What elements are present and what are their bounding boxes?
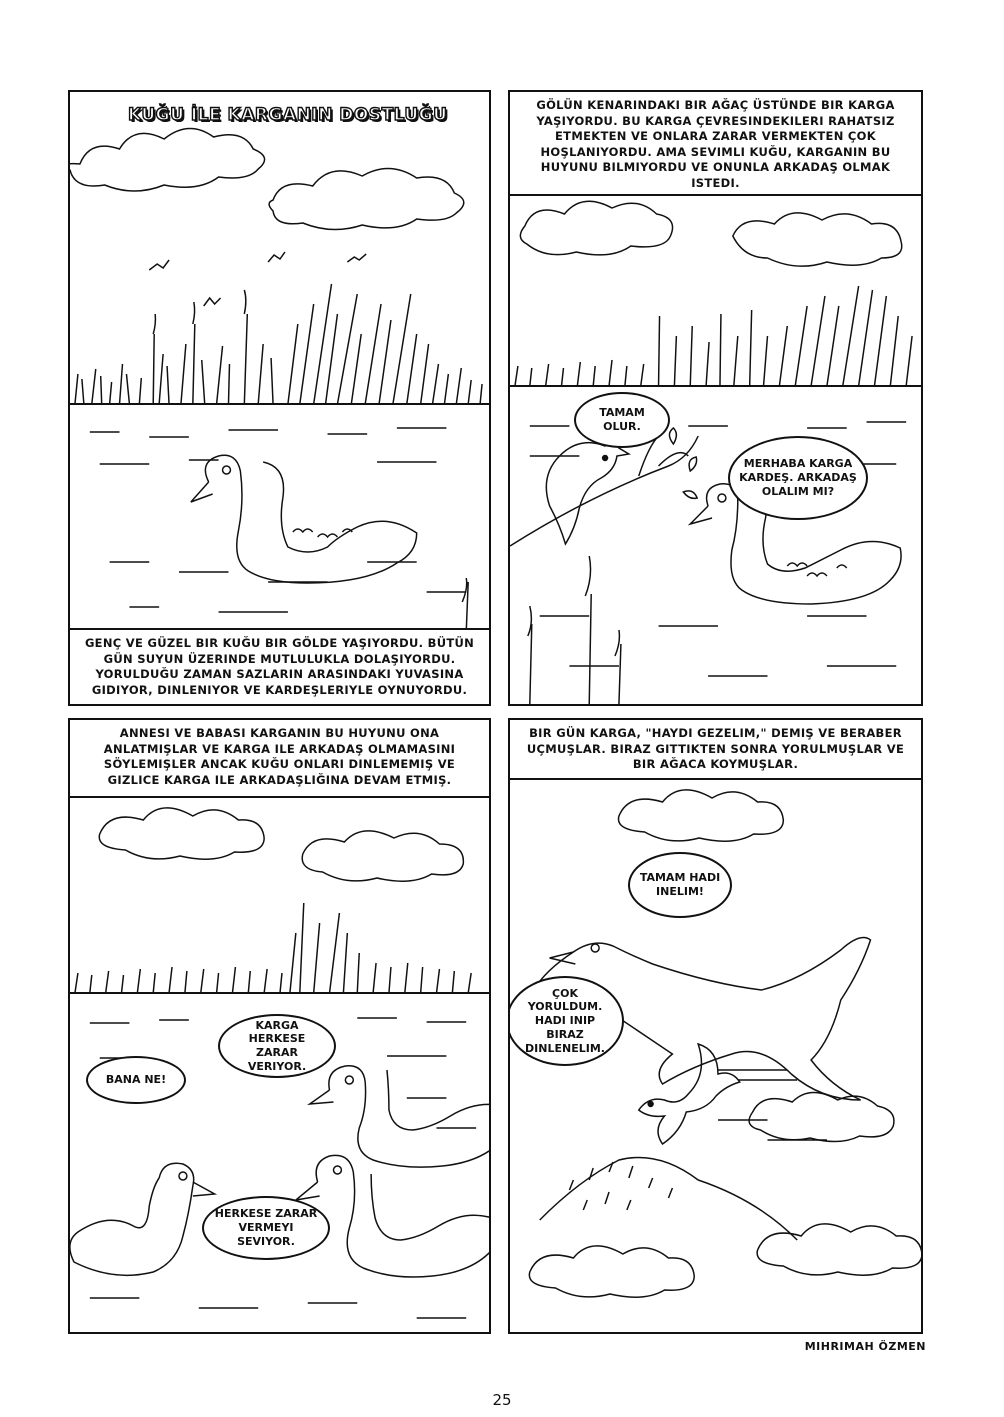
panel-4-caption: BIR GÜN KARGA, "HAYDI GEZELIM," DEMIŞ VE BERABER UÇMUŞLAR. BIRAZ GITTIKTEN SONRA YORULMUŞLAR VE BIR AĞACA KOYMUŞLAR. — [510, 720, 921, 780]
sky-scene-4 — [510, 780, 921, 1332]
speech-bubble-swan-friend: MERHABA KARGA KARDEŞ. ARKADAŞ OLALIM MI? — [728, 436, 868, 520]
comic-panel-3 — [68, 718, 491, 1334]
comic-panel-2 — [508, 90, 923, 706]
speech-bubble-parent-second: HERKESE ZARAR VERMEYI SEVIYOR. — [202, 1196, 330, 1260]
comic-panel-1 — [68, 90, 491, 706]
lake-scene-2 — [510, 196, 921, 704]
panel-2-caption: GÖLÜN KENARINDAKI BIR AĞAÇ ÜSTÜNDE BIR KARGA YAŞIYORDU. BU KARGA ÇEVRESINDEKILERI RAHATSIZ ETMEKTEN VE ONLARA ZARAR VERMEKTEN ÇOK HOŞLANIYORDU. AMA SEVIMLI KUĞU, KARGANIN BU HUYUNU BILMIYORDU VE ONUNLA ARKADAŞ OLMAK ISTEDI. — [510, 92, 921, 196]
speech-bubble-parent-warning: KARGA HERKESE ZARAR VERIYOR. — [218, 1014, 336, 1078]
speech-bubble-swan-bana-ne: BANA NE! — [86, 1056, 186, 1104]
panel-3-caption: ANNESI VE BABASI KARGANIN BU HUYUNU ONA ANLATMIŞLAR VE KARGA ILE ARKADAŞ OLMAMASINI SÖYLEMIŞLER ANCAK KUĞU ONLARI DINLEMEMIŞ VE GIZLICE KARGA ILE ARKADAŞLIĞINA DEVAM ETMIŞ. — [70, 720, 489, 798]
author-signature: MIHRIMAH ÖZMEN — [804, 1340, 926, 1353]
lake-scene-3 — [70, 798, 489, 1332]
panel-1-caption: GENÇ VE GÜZEL BIR KUĞU BIR GÖLDE YAŞIYORDU. BÜTÜN GÜN SUYUN ÜZERINDE MUTLULUKLA DOLAŞIYORDU. YORULDUĞU ZAMAN SAZLARIN ARASINDAKI YUVASINA GIDIYOR, DINLENIYOR VE KARDEŞLERIYLE OYNUYORDU. — [70, 628, 489, 704]
speech-bubble-crow-tired: ÇOK YORULDUM. HADI INIP BIRAZ DINLENELIM. — [508, 976, 624, 1066]
page-number: 25 — [492, 1391, 512, 1409]
comic-panel-4 — [508, 718, 923, 1334]
speech-bubble-swan-lets-land: TAMAM HADI INELIM! — [628, 852, 732, 918]
comic-title: KUĞU İLE KARGANIN DOSTLUĞU — [128, 105, 448, 125]
lake-scene-1 — [70, 92, 489, 632]
speech-bubble-crow-ok: TAMAM OLUR. — [574, 392, 670, 448]
